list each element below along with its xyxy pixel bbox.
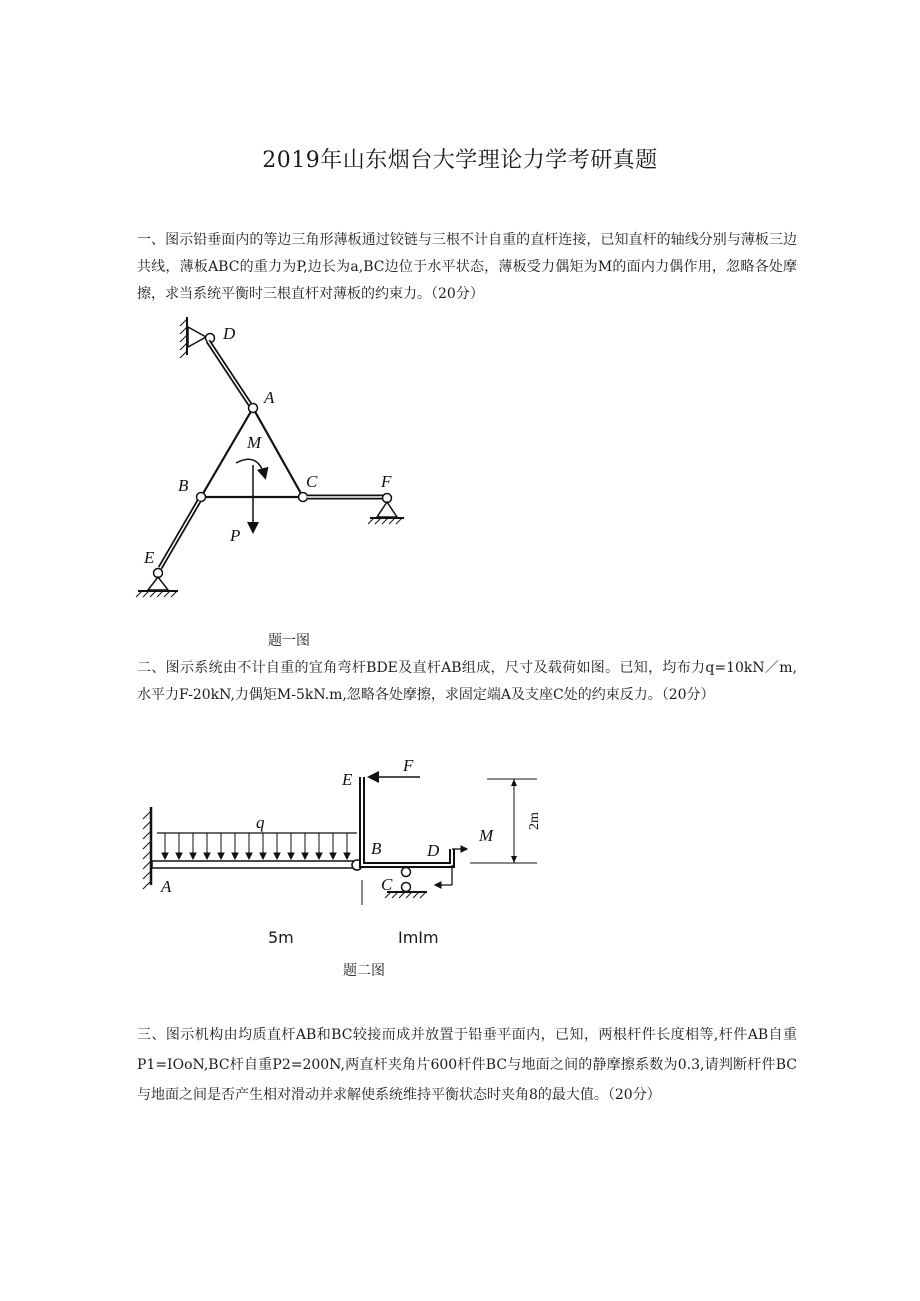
label-M2: M (479, 826, 494, 845)
dimension-height-label: 2m (527, 812, 542, 830)
page-title: 2019年山东烟台大学理论力学考研真题 (262, 148, 658, 173)
label-A2: A (161, 877, 172, 896)
label-q: q (256, 813, 265, 832)
question-2-text: 二、图示系统由不计自重的宜角弯杆BDE及直杆AB组成，尺寸及载荷如图。已知，均布力q=10kN／m,水平力F-20kN,力偶矩M-5kN.m,忽略各处摩擦，求固定端A及支座C处的约束反力。（20分） (137, 660, 797, 703)
label-D: D (223, 324, 236, 343)
label-A: A (264, 388, 275, 407)
label-B: B (178, 476, 189, 495)
label-M: M (247, 433, 262, 452)
label-F2: F (403, 756, 414, 775)
label-C: C (306, 472, 318, 491)
figure-2-diagram (135, 755, 555, 915)
label-D2: D (427, 841, 440, 860)
figure-2-caption: 题二图 (343, 963, 385, 979)
figure-1-caption: 题一图 (268, 633, 310, 649)
label-E2: E (342, 770, 353, 789)
label-E: E (144, 548, 155, 567)
figure-1-diagram (130, 305, 430, 605)
question-3-text: 三、图示机构由均质直杆AB和BC较接而成并放置于铅垂平面内，已知，两根杆件长度相等,杆件AB自重P1=IOoN,BC杆自重P2=200N,两直杆夹角片600杆件BC与地面之间的静摩擦系数为0.3,请判断杆件BC与地面之间是否产生相对滑动并求解使系统维持平衡状态时夹角8的最大值。（20分） (137, 1027, 797, 1103)
label-C2: C (381, 875, 393, 894)
label-P: P (230, 526, 241, 545)
label-F: F (381, 472, 392, 491)
question-1-text: 一、图示铅垂面内的等边三角形薄板通过铰链与三根不计自重的直杆连接，已知直杆的轴线分别与薄板三边共线，薄板ABC的重力为P,边长为a,BC边位于水平状态，薄板受力偶矩为M的面内力偶作用，忽略各处摩擦，求当系统平衡时三根直杆对薄板的约束力。（20分） (137, 232, 797, 302)
dimension-1m-1m: ImIm (398, 928, 439, 947)
dimension-5m: 5m (268, 928, 294, 947)
label-B2: B (371, 839, 382, 858)
